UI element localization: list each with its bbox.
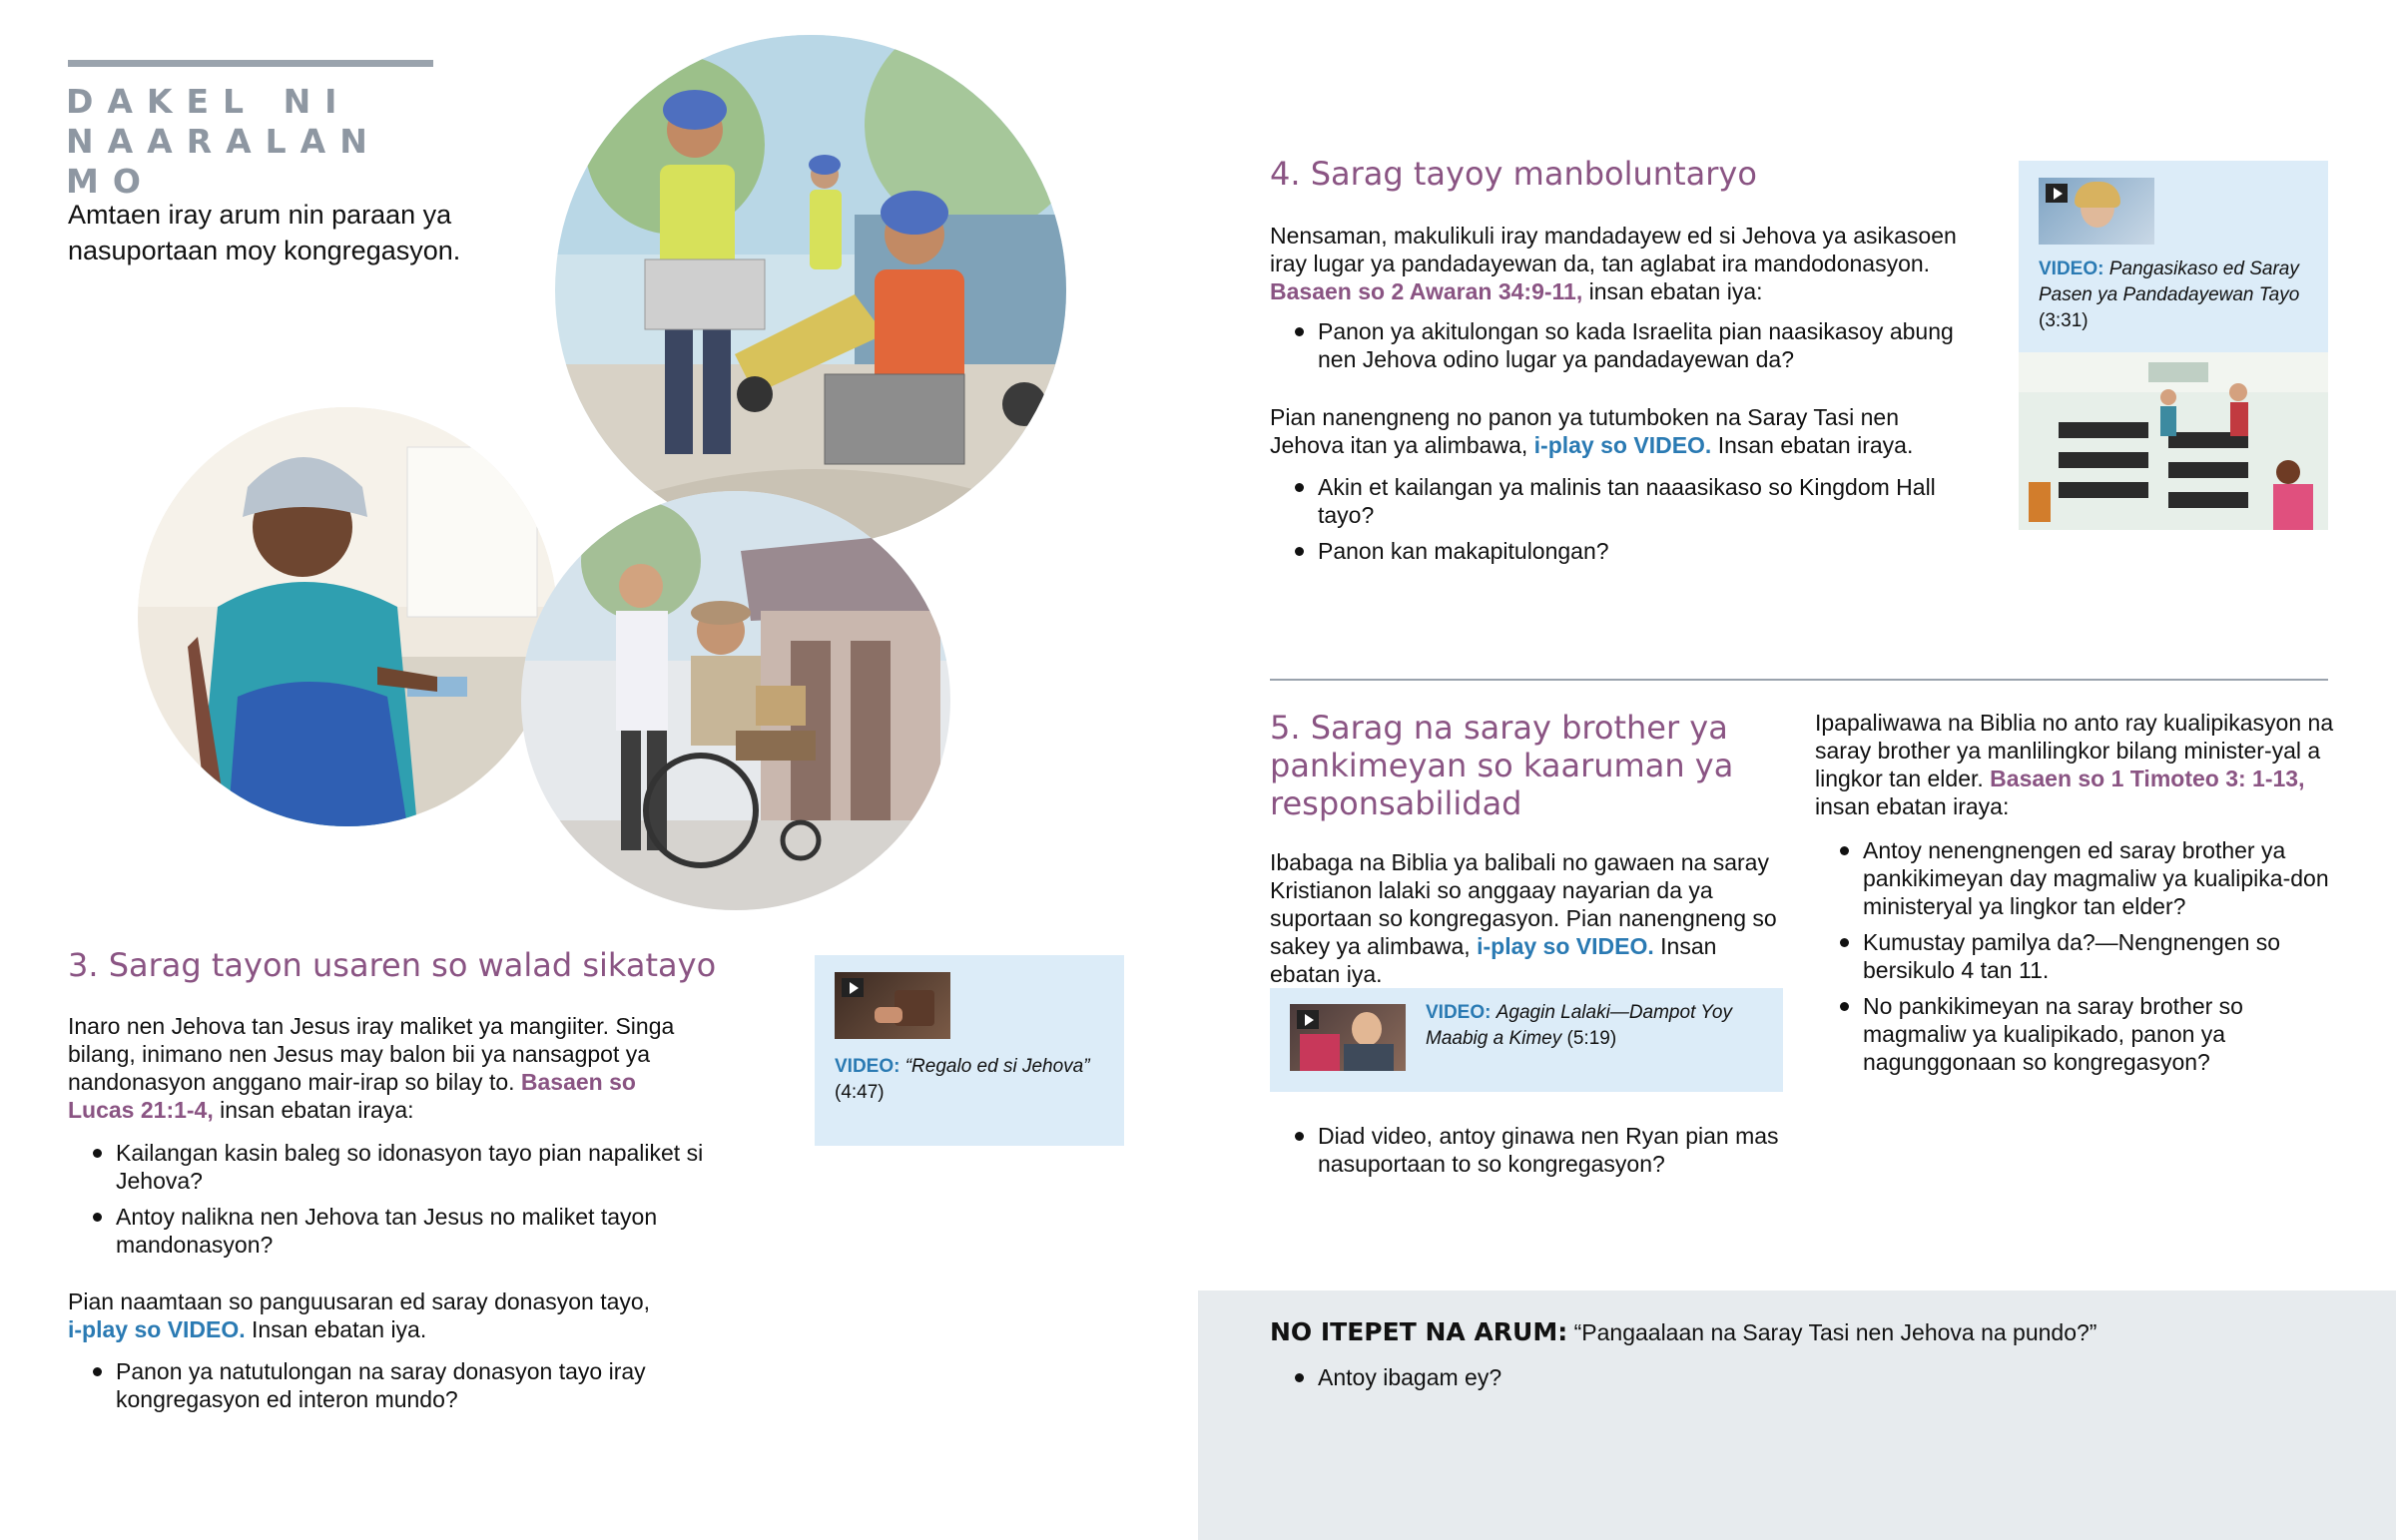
list-item [1815,928,2334,984]
bullet-icon [1295,1132,1304,1141]
footer-quote: “Pangaalaan na Saray Tasi nen Jehova na pundo?” [1567,1319,2097,1345]
video-caption [1426,1000,1765,1052]
video-caption [2039,257,2323,334]
footer-label: NO ITEPET NA ARUM: [1270,1317,1568,1346]
bullet-icon [93,1149,102,1158]
list-item [68,1139,707,1195]
section-3-p2-tail: Insan ebatan iya. [245,1316,427,1342]
video-duration: (3:31) [2039,310,2089,331]
list-item [1270,1122,1789,1178]
section-4-p1-tail: insan ebatan iya: [1582,278,1763,304]
play-video-link[interactable]: i-play so VIDEO. [1533,432,1712,458]
play-video-link[interactable]: i-play so VIDEO. [68,1316,246,1342]
kicker-line-1: DAKEL NI [66,82,351,121]
question-text: Akin et kailangan ya malinis tan naaasikaso so Kingdom Hall tayo? [1318,474,1936,528]
section-3-questions-2 [68,1357,707,1421]
section-5-title: 5. Sarag na saray brother ya pankimeyan so kaaruman ya responsabilidad [1270,709,1734,822]
section-5-p1-text: Ibabaga na Biblia ya balibali no gawaen na saray Kristianon lalaki so anggaay nayarian da ya suportaan so kongregasyon. Pian nanengneng so sakey ya alimbawa, [1270,849,1777,959]
illustration-wheelchair [521,491,950,910]
bullet-icon [1295,1373,1304,1382]
video-duration: (4:47) [835,1082,885,1103]
list-item [1270,537,1959,565]
section-3-p1-text: Inaro nen Jehova tan Jesus iray maliket ya mangiiter. Singa bilang, inimano nen Jesus may balon bii ya nansagpot ya nandonasyon anggano mair-irap so bilay to. [68,1013,675,1095]
section-5-right-tail: insan ebatan iraya: [1815,793,2010,819]
video-card-pangasikaso[interactable] [2019,161,2328,530]
play-video-link[interactable]: i-play so VIDEO. [1477,933,1654,959]
section-divider [1270,679,2328,681]
video-still-image [2019,352,2328,530]
section-5-paragraph-1 [1270,848,1789,988]
section-4-title: 4. Sarag tayoy manboluntaryo [1270,155,1757,193]
intro-text: Amtaen iray arum nin paraan ya nasuportaan moy kongregasyon. [68,200,461,265]
video-label: VIDEO: [2039,258,2104,279]
bullet-icon [1840,1002,1849,1011]
video-title: “Regalo ed si Jehova” [904,1056,1090,1077]
bullet-icon [1295,547,1304,556]
footer-questions [1270,1363,1969,1399]
question-text: Panon ya natutulongan na saray donasyon tayo iray kongregasyon ed interon mundo? [116,1358,646,1412]
section-3-paragraph-2 [68,1287,687,1343]
section-3-p2-text: Pian naamtaan so panguusaran ed saray donasyon tayo, [68,1288,651,1314]
section-4-questions [1270,317,1959,381]
list-item [1270,317,1959,373]
bullet-icon [93,1367,102,1376]
play-icon[interactable] [2046,184,2068,203]
question-text: Antoy nenengnengen ed saray brother ya pankikimeyan day magmaliw ya kualipika-don ministeryal ya lingkor tan elder? [1863,837,2329,919]
play-icon[interactable] [842,978,864,997]
video-label: VIDEO: [835,1056,900,1077]
list-item [1270,1363,1969,1391]
question-text: Antoy nalikna nen Jehova tan Jesus no maliket tayon mandonasyon? [116,1204,658,1258]
illustration-donation [138,407,557,826]
section-4-paragraph-2 [1270,403,1959,459]
video-duration: (5:19) [1566,1028,1617,1049]
section-5-right-questions [1815,836,2334,1084]
list-item [1270,473,1959,529]
list-item [68,1357,707,1413]
video-title: Pangasikaso ed Saray Pasen ya Pandadayewan Tayo [2039,258,2300,305]
section-5-right-text: Ipapaliwawa na Biblia no anto ray kualipikasyon na saray brother ya manlilingkor bilang minister-yal a lingkor tan elder. [1815,710,2334,791]
section-3-questions [68,1139,707,1267]
question-text: Kailangan kasin baleg so idonasyon tayo pian napaliket si Jehova? [116,1140,704,1194]
video-thumbnail[interactable] [835,972,950,1039]
kicker [66,82,485,202]
video-caption [835,1054,1114,1106]
question-text: No pankikimeyan na saray brother so magmaliw ya kualipikado, panon ya nagunggonaan so kongregasyon? [1863,993,2243,1075]
list-item [1815,836,2334,920]
video-card-agagin-lalaki[interactable] [1270,988,1783,1092]
video-card-regalo[interactable] [815,955,1124,1146]
bullet-icon [1295,483,1304,492]
video-label: VIDEO: [1426,1002,1492,1023]
section-3-paragraph-1 [68,1012,687,1124]
section-5-questions [1270,1122,1789,1186]
section-4-paragraph-1 [1270,222,1959,305]
question-text: Kumustay pamilya da?—Nengnengen so bersikulo 4 tan 11. [1863,929,2281,983]
play-icon[interactable] [1297,1010,1319,1029]
bible-reference-link[interactable]: Basaen so Lucas 21:1-4, [68,1069,636,1123]
section-5-right-paragraph [1815,709,2334,820]
bullet-icon [1840,938,1849,947]
video-thumbnail[interactable] [1290,1004,1406,1071]
video-thumbnail[interactable] [2039,178,2154,245]
section-3-p1-tail: insan ebatan iraya: [213,1097,414,1123]
section-4-questions-2 [1270,473,1959,573]
section-4-p1-text: Nensaman, makulikuli iray mandadayew ed si Jehova ya asikasoen iray lugar ya pandadayewan da, tan aglabat ira mandodonasyon. [1270,223,1957,276]
section-4-p2-text: Pian nanengneng no panon ya tutumboken na Saray Tasi nen Jehova itan ya alimbawa, [1270,404,1900,458]
video-title: Agagin Lalaki—Dampot Yoy Maabig a Kimey [1426,1002,1732,1049]
illustration-volunteers [555,35,1066,546]
bible-reference-link[interactable]: Basaen so 1 Timoteo 3: 1-13, [1990,766,2305,791]
bible-reference-link[interactable]: Basaen so 2 Awaran 34:9-11, [1270,278,1583,304]
question-text: Antoy ibagam ey? [1318,1364,1502,1390]
top-rule [68,60,433,67]
list-item [68,1203,707,1259]
question-text: Diad video, antoy ginawa nen Ryan pian mas nasuportaan to so kongregasyon? [1318,1123,1779,1177]
list-item [1815,992,2334,1076]
bullet-icon [1840,846,1849,855]
question-text: Panon kan makapitulongan? [1318,538,1609,564]
kicker-line-2: NAARALAN MO [66,122,381,201]
question-text: Panon ya akitulongan so kada Israelita pian naasikasoy abung nen Jehova odino lugar ya pandadayewan da? [1318,318,1954,372]
section-4-p2-tail: Insan ebatan iraya. [1711,432,1914,458]
bullet-icon [1295,327,1304,336]
section-3-title: 3. Sarag tayon usaren so walad sikatayo [68,946,717,984]
bullet-icon [93,1213,102,1222]
section-5-p1-tail: Insan ebatan iya. [1270,933,1717,987]
footer-question [1270,1317,2348,1347]
